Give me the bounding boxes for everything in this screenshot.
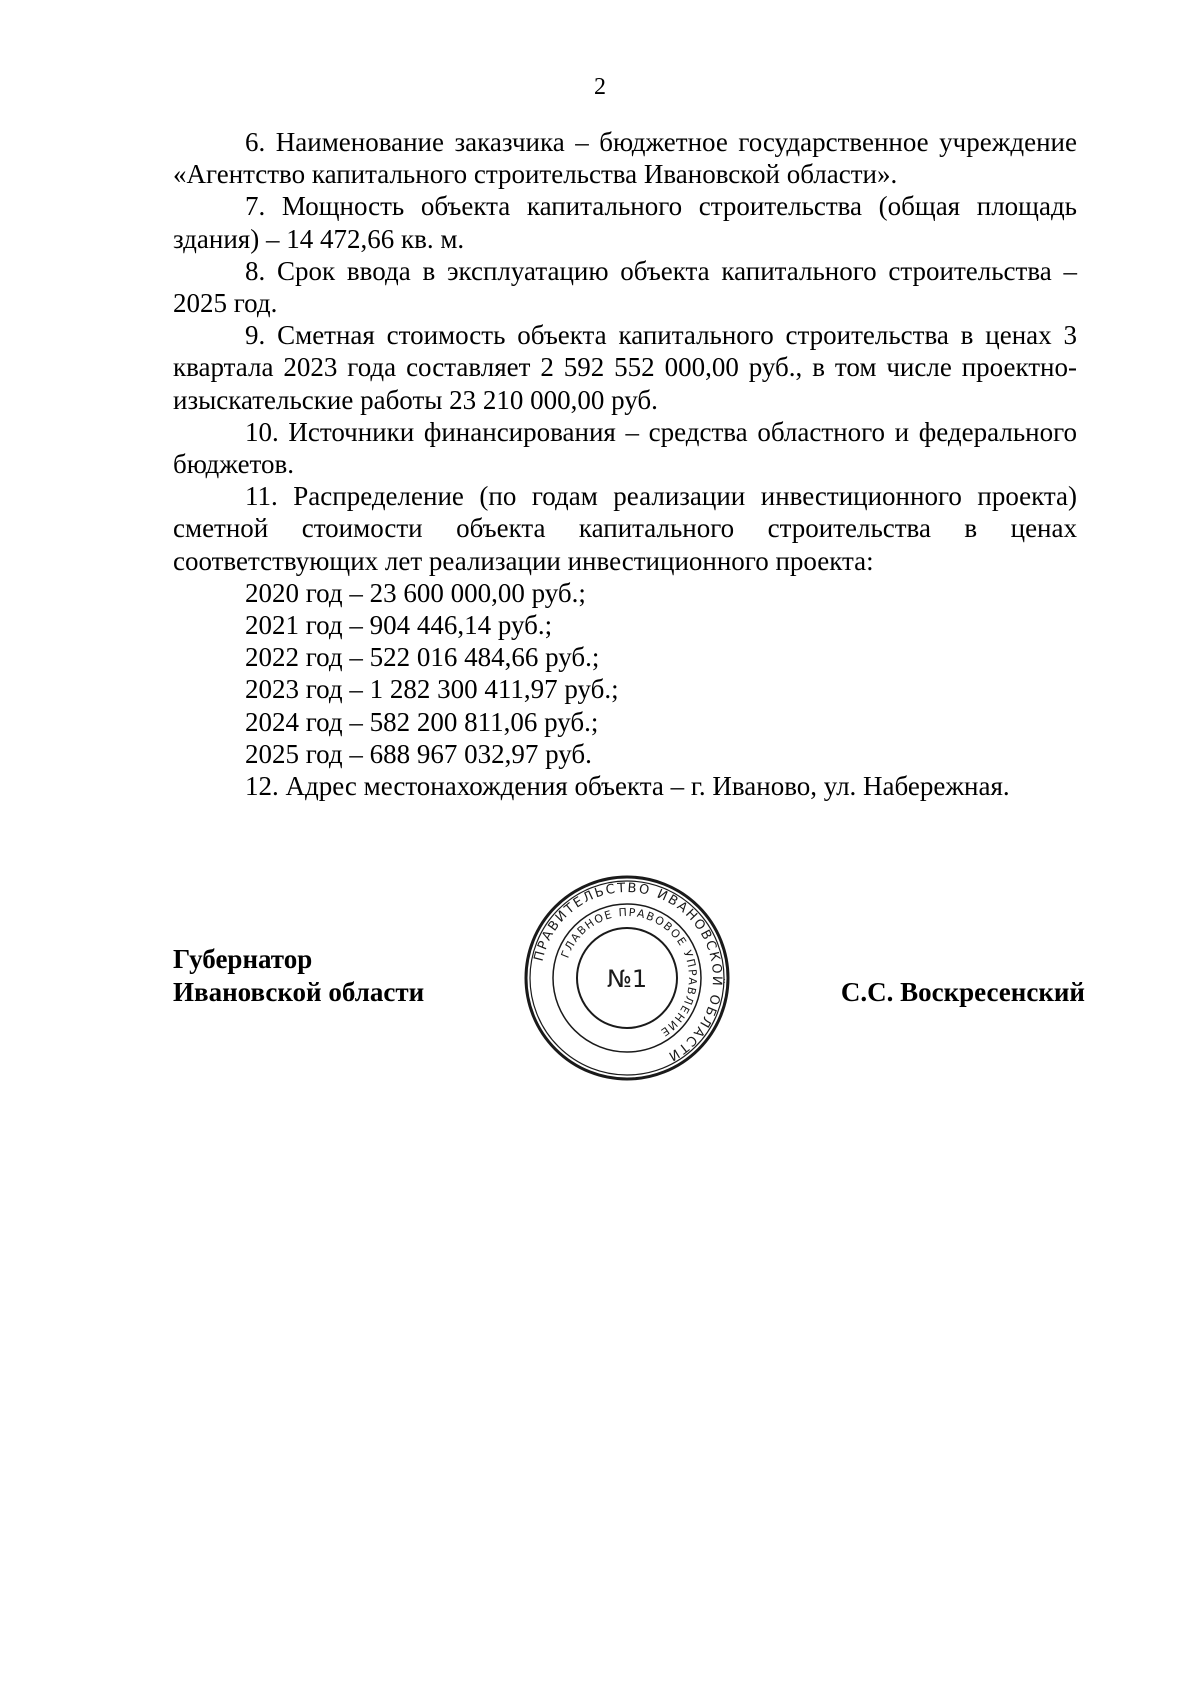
signatory-title — [173, 943, 424, 1009]
distribution-2024: 2024 год – 582 200 811,06 руб.; — [245, 706, 599, 737]
distribution-2021: 2021 год – 904 446,14 руб.; — [245, 610, 553, 641]
page-number: 2 — [594, 74, 606, 100]
document-body — [173, 126, 1077, 802]
distribution-2023: 2023 год – 1 282 300 411,97 руб.; — [245, 674, 619, 705]
paragraph-distribution: 11. Распределение (по годам реализации инвестиционного проекта) сметной стоимости объекта капитального строительства в ценах соответствующих лет реализации инвестиционного проекта: — [173, 481, 1077, 576]
distribution-2020: 2020 год – 23 600 000,00 руб.; — [245, 577, 586, 608]
official-stamp — [522, 873, 732, 1083]
signatory-title-line1: Губернатор — [173, 944, 313, 974]
stamp-outer-text: ПРАВИТЕЛЬСТВО ИВАНОВСКОЙ ОБЛАСТИ — [531, 880, 725, 1065]
paragraph-estimated-cost: 9. Сметная стоимость объекта капитального строительства в ценах 3 квартала 2023 года составляет 2 592 552 000,00 руб., в том числе проектно-изыскательские работы 23 210 000,00 руб. — [173, 320, 1077, 415]
distribution-2022: 2022 год – 522 016 484,66 руб.; — [245, 642, 600, 673]
signatory-title-line2: Ивановской области — [173, 977, 425, 1007]
stamp-inner-text: ГЛАВНОЕ ПРАВОВОЕ УПРАВЛЕНИЕ — [558, 905, 700, 1040]
paragraph-address: 12. Адрес местонахождения объекта – г. Иваново, ул. Набережная. — [245, 771, 1010, 802]
distribution-2025: 2025 год – 688 967 032,97 руб. — [245, 738, 592, 769]
signatory-name: С.С. Воскресенский — [840, 977, 1085, 1007]
paragraph-capacity: 7. Мощность объекта капитального строительства (общая площадь здания) – 14 472,66 кв. м. — [173, 191, 1077, 254]
stamp-center-number: №1 — [606, 965, 648, 993]
paragraph-customer: 6. Наименование заказчика – бюджетное государственное учреждение «Агентство капитального строительства Ивановской области». — [173, 127, 1077, 190]
paragraph-commissioning: 8. Срок ввода в эксплуатацию объекта капитального строительства – 2025 год. — [173, 255, 1077, 319]
paragraph-funding-sources: 10. Источники финансирования – средства областного и федерального бюджетов. — [173, 416, 1077, 480]
